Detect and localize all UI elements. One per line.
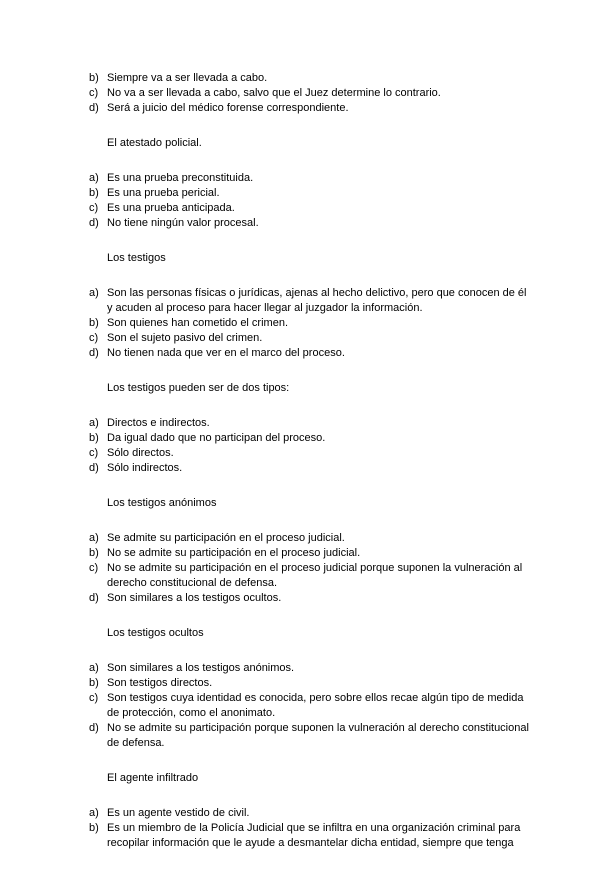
question-block-6 <box>89 806 529 851</box>
option-text: No tienen nada que ver en el marco del proceso. <box>107 347 345 359</box>
option-letter: b) <box>89 187 99 199</box>
option-letter: a) <box>89 287 99 299</box>
option-letter: b) <box>89 547 99 559</box>
option-a <box>89 806 529 821</box>
option-a <box>89 531 529 546</box>
option-c <box>89 201 529 216</box>
option-text: Son similares a los testigos anónimos. <box>107 662 295 674</box>
option-text: No tiene ningún valor procesal. <box>107 217 259 229</box>
option-text: Son quienes han cometido el crimen. <box>107 317 288 329</box>
option-b <box>89 676 529 691</box>
option-b <box>89 316 529 331</box>
option-letter: b) <box>89 72 99 84</box>
option-d <box>89 591 529 606</box>
option-c <box>89 331 529 346</box>
option-letter: b) <box>89 822 99 834</box>
option-text: No se admite su participación en el proceso judicial. <box>107 547 361 559</box>
question-block-1 <box>89 171 529 231</box>
option-a <box>89 286 529 316</box>
question-block-3 <box>89 416 529 476</box>
option-letter: c) <box>89 447 99 459</box>
option-text: Es una prueba pericial. <box>107 187 220 199</box>
document-content <box>89 71 529 871</box>
option-text: Son el sujeto pasivo del crimen. <box>107 332 263 344</box>
option-a <box>89 171 529 186</box>
option-b <box>89 546 529 561</box>
option-letter: b) <box>89 432 99 444</box>
option-c <box>89 561 529 591</box>
option-letter: d) <box>89 462 99 474</box>
option-letter: d) <box>89 722 99 734</box>
option-letter: c) <box>89 202 99 214</box>
option-letter: c) <box>89 692 99 704</box>
question-block-5 <box>89 661 529 751</box>
option-text: Se admite su participación en el proceso judicial. <box>107 532 345 544</box>
option-d <box>89 346 529 361</box>
option-text: Sólo indirectos. <box>107 462 183 474</box>
option-letter: d) <box>89 347 99 359</box>
option-text: Directos e indirectos. <box>107 417 210 429</box>
option-c <box>89 86 529 101</box>
option-text: Es una prueba anticipada. <box>107 202 235 214</box>
option-b <box>89 186 529 201</box>
option-d <box>89 216 529 231</box>
option-letter: d) <box>89 217 99 229</box>
option-text: Es un agente vestido de civil. <box>107 807 250 819</box>
option-letter: c) <box>89 562 99 574</box>
question-block-0 <box>89 71 529 116</box>
option-letter: a) <box>89 807 99 819</box>
question-prompt-1: El atestado policial. <box>107 137 202 149</box>
option-letter: a) <box>89 172 99 184</box>
option-letter: a) <box>89 532 99 544</box>
option-text: Es un miembro de la Policía Judicial que se infiltra en una organización criminal para recopilar información que le ayude a desmantelar dicha entidad, siempre que tenga <box>107 822 521 849</box>
option-letter: d) <box>89 102 99 114</box>
question-prompt-4: Los testigos anónimos <box>107 497 217 509</box>
option-letter: b) <box>89 677 99 689</box>
option-letter: c) <box>89 332 99 344</box>
option-d <box>89 721 529 751</box>
option-letter: c) <box>89 87 99 99</box>
option-b <box>89 71 529 86</box>
question-block-4 <box>89 531 529 606</box>
question-block-2 <box>89 286 529 361</box>
option-c <box>89 691 529 721</box>
option-b <box>89 431 529 446</box>
option-text: No se admite su participación en el proceso judicial porque suponen la vulneración al derecho constitucional de defensa. <box>107 562 523 589</box>
option-letter: a) <box>89 662 99 674</box>
question-prompt-5: Los testigos ocultos <box>107 627 204 639</box>
option-text: Da igual dado que no participan del proceso. <box>107 432 326 444</box>
option-letter: d) <box>89 592 99 604</box>
question-prompt-2: Los testigos <box>107 252 166 264</box>
question-prompt-6: El agente infiltrado <box>107 772 199 784</box>
option-text: No se admite su participación porque suponen la vulneración al derecho constitucional de defensa. <box>107 722 529 749</box>
option-a <box>89 416 529 431</box>
option-a <box>89 661 529 676</box>
option-text: Siempre va a ser llevada a cabo. <box>107 72 268 84</box>
option-text: Sólo directos. <box>107 447 174 459</box>
option-b <box>89 821 529 851</box>
option-d <box>89 461 529 476</box>
option-text: Son las personas físicas o jurídicas, ajenas al hecho delictivo, pero que conocen de él y acuden al proceso para hacer llegar al juzgador la información. <box>107 287 527 314</box>
option-c <box>89 446 529 461</box>
option-text: Son testigos cuya identidad es conocida, pero sobre ellos recae algún tipo de medida de protección, como el anonimato. <box>107 692 524 719</box>
option-text: Es una prueba preconstituida. <box>107 172 254 184</box>
option-text: Será a juicio del médico forense correspondiente. <box>107 102 349 114</box>
option-letter: b) <box>89 317 99 329</box>
option-letter: a) <box>89 417 99 429</box>
option-text: Son testigos directos. <box>107 677 213 689</box>
option-d <box>89 101 529 116</box>
option-text: Son similares a los testigos ocultos. <box>107 592 282 604</box>
option-text: No va a ser llevada a cabo, salvo que el Juez determine lo contrario. <box>107 87 441 99</box>
question-prompt-3: Los testigos pueden ser de dos tipos: <box>107 382 290 394</box>
